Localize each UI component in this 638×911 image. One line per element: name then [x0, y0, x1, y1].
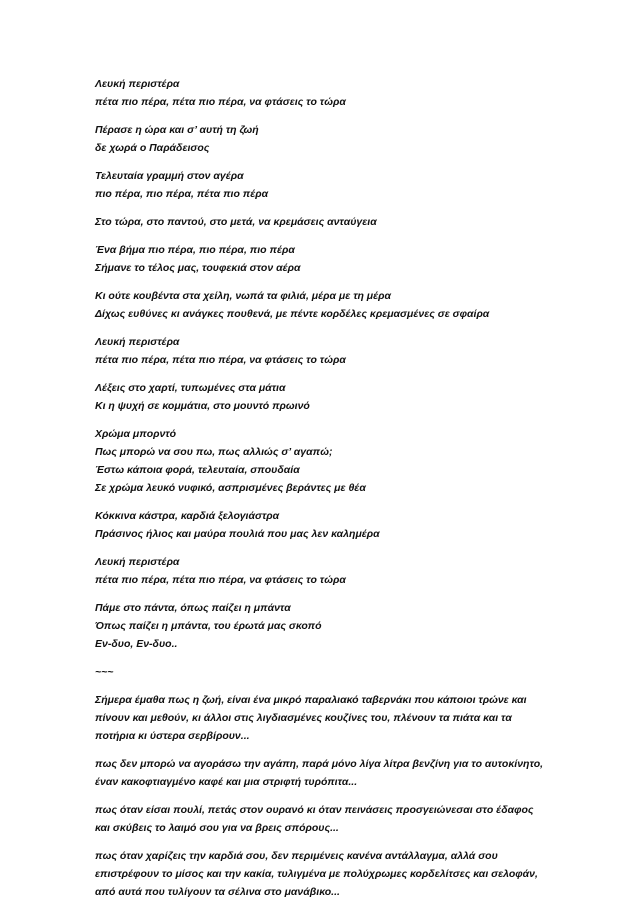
stanza [95, 663, 545, 681]
paragraph-line: ποτήρια κι ύστερα σερβίρουν... [95, 730, 250, 742]
stanza-line: Σε χρώμα λευκό νυφικό, ασπρισμένες βεράντες με θέα [95, 482, 366, 494]
stanza [95, 599, 545, 653]
prose-paragraph [95, 801, 545, 837]
stanza-line: Κι η ψυχή σε κομμάτια, στο μουντό πρωινό [95, 400, 310, 412]
stanza-line: Λευκή περιστέρα [95, 78, 180, 90]
stanza-line: Όπως παίζει η μπάντα, του έρωτά μας σκοπό [95, 620, 322, 632]
prose-paragraph [95, 847, 545, 901]
stanza-line: Πράσινος ήλιος και μαύρα πουλιά που μας λεν καλημέρα [95, 528, 380, 540]
paragraph-line: πως όταν είσαι πουλί, πετάς στον ουρανό κι όταν πεινάσεις προσγειώνεσαι στο έδαφος [95, 804, 534, 816]
paragraph-line: πως όταν χαρίζεις την καρδιά σου, δεν περιμένεις κανένα αντάλλαγμα, αλλά σου [95, 850, 498, 862]
stanza-line: Λέξεις στο χαρτί, τυπωμένες στα μάτια [95, 382, 286, 394]
stanza-line: Ένα βήμα πιο πέρα, πιο πέρα, πιο πέρα [95, 244, 295, 256]
stanza-line: Δίχως ευθύνες κι ανάγκες πουθενά, με πέντε κορδέλες κρεμασμένες σε σφαίρα [95, 308, 490, 320]
stanza-line: Εν-δυο, Εν-δυο.. [95, 638, 178, 650]
stanza-line: Στο τώρα, στο παντού, στο μετά, να κρεμάσεις ανταύγεια [95, 216, 377, 228]
stanza-line: Έστω κάποια φορά, τελευταία, σπουδαία [95, 464, 300, 476]
stanza [95, 333, 545, 369]
stanza-line: πέτα πιο πέρα, πέτα πιο πέρα, να φτάσεις το τώρα [95, 574, 346, 586]
stanza [95, 75, 545, 111]
stanza-line: πέτα πιο πέρα, πέτα πιο πέρα, να φτάσεις το τώρα [95, 96, 346, 108]
stanza [95, 167, 545, 203]
stanza [95, 241, 545, 277]
paragraph-line: πως δεν μπορώ να αγοράσω την αγάπη, παρά μόνο λίγα λίτρα βενζίνη για το αυτοκίνητο, [95, 758, 544, 770]
prose-paragraph [95, 755, 545, 791]
stanza [95, 213, 545, 231]
stanza [95, 507, 545, 543]
stanza-line: Πάμε στο πάντα, όπως παίζει η μπάντα [95, 602, 291, 614]
prose-section [95, 691, 545, 901]
stanza [95, 121, 545, 157]
stanza [95, 287, 545, 323]
stanza-line: Πέρασε η ώρα και σ’ αυτή τη ζωή [95, 124, 259, 136]
stanza-line: Σήμανε το τέλος μας, τουφεκιά στον αέρα [95, 262, 301, 274]
lyrics-section [95, 75, 545, 681]
document-content [95, 75, 545, 911]
paragraph-line: και σκύβεις το λαιμό σου για να βρεις σπόρους... [95, 822, 339, 834]
stanza-line: Χρώμα μπορντό [95, 428, 177, 440]
stanza-line: πέτα πιο πέρα, πέτα πιο πέρα, να φτάσεις το τώρα [95, 354, 346, 366]
stanza-line: Κι ούτε κουβέντα στα χείλη, νωπά τα φιλιά, μέρα με τη μέρα [95, 290, 392, 302]
stanza-line: Λευκή περιστέρα [95, 556, 180, 568]
stanza-line: Λευκή περιστέρα [95, 336, 180, 348]
stanza-line: Κόκκινα κάστρα, καρδιά ξελογιάστρα [95, 510, 280, 522]
stanza [95, 379, 545, 415]
paragraph-line: Σήμερα έμαθα πως η ζωή, είναι ένα μικρό παραλιακό ταβερνάκι που κάποιοι τρώνε και [95, 694, 527, 706]
paragraph-line: επιστρέφουν το μίσος και την κακία, τυλιγμένα με πολύχρωμες κορδελίτσες και σελοφάν, [95, 868, 538, 880]
stanza-line: δε χωρά ο Παράδεισος [95, 142, 210, 154]
stanza [95, 425, 545, 497]
stanza [95, 553, 545, 589]
prose-paragraph [95, 691, 545, 745]
stanza-line: Πως μπορώ να σου πω, πως αλλιώς σ’ αγαπώ; [95, 446, 333, 458]
paragraph-line: έναν κακοφτιαγμένο καφέ και μια στριφτή τυρόπιτα... [95, 776, 358, 788]
paragraph-line: από αυτά που τυλίγουν τα σέλινα στο μανάβικο... [95, 886, 340, 898]
stanza-line: Τελευταία γραμμή στον αγέρα [95, 170, 244, 182]
paragraph-line: πίνουν και μεθούν, κι άλλοι στις λιγδιασμένες κουζίνες του, πλένουν τα πιάτα και τα [95, 712, 512, 724]
stanza-line: ~~~ [95, 666, 114, 678]
stanza-line: πιο πέρα, πιο πέρα, πέτα πιο πέρα [95, 188, 269, 200]
